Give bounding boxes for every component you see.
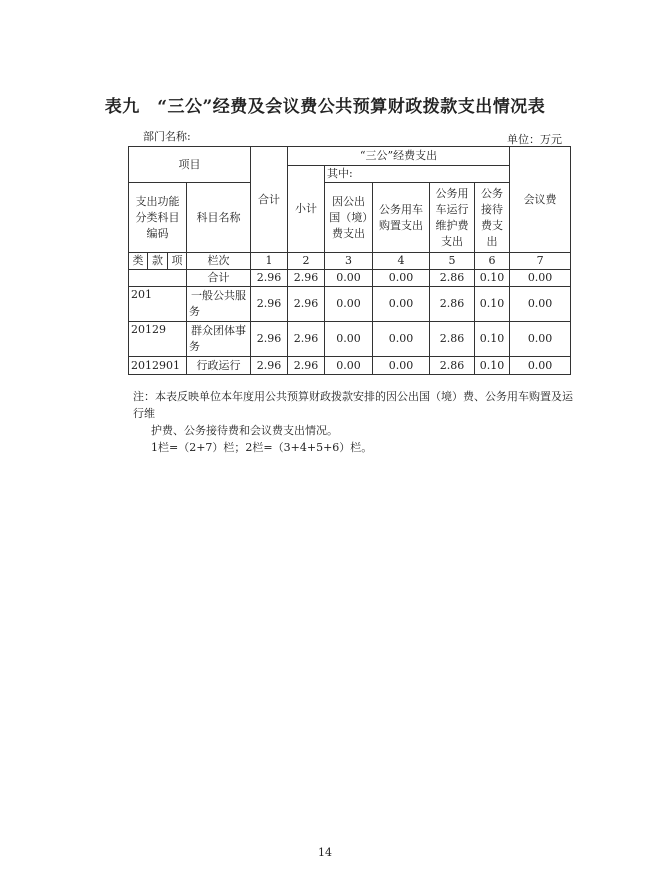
among-header: 其中: <box>325 166 510 183</box>
project-header: 项目 <box>129 147 251 183</box>
row-code: 20129 <box>129 322 187 357</box>
row-value: 2.96 <box>288 287 325 322</box>
row-value: 0.00 <box>325 270 373 287</box>
row-name: 一般公共服务 <box>187 287 251 322</box>
table-row <box>129 287 571 322</box>
dept-name-label: 部门名称: <box>143 130 191 143</box>
row-name: 合计 <box>187 270 251 287</box>
col-num: 6 <box>475 253 510 270</box>
row-value: 0.00 <box>373 357 430 375</box>
row-value: 0.00 <box>325 287 373 322</box>
page-number: 14 <box>318 846 332 859</box>
row-code <box>129 270 187 287</box>
row-value: 2.96 <box>251 322 288 357</box>
row-name: 行政运行 <box>187 357 251 375</box>
row-value: 0.00 <box>510 287 571 322</box>
row-value: 0.10 <box>475 357 510 375</box>
col-num: 4 <box>373 253 430 270</box>
row-value: 2.96 <box>251 270 288 287</box>
note-line: 注：本表反映单位本年度用公共预算财政拨款安排的因公出国（境）费、公务用车购置及运行维 <box>133 390 573 420</box>
xiang-header: 项 <box>168 253 187 270</box>
row-code: 2012901 <box>129 357 187 375</box>
row-value: 0.10 <box>475 322 510 357</box>
row-name: 群众团体事务 <box>187 322 251 357</box>
note-line: 护费、公务接待费和会议费支出情况。 <box>151 424 338 437</box>
footnote <box>133 388 573 456</box>
func-code-header: 支出功能分类科目编码 <box>129 183 187 253</box>
note-line: 1栏=（2+7）栏；2栏=（3+4+5+6）栏。 <box>151 441 373 454</box>
row-value: 2.96 <box>288 322 325 357</box>
subject-name-header: 科目名称 <box>187 183 251 253</box>
meeting-header: 会议费 <box>510 147 571 253</box>
row-value: 0.00 <box>373 287 430 322</box>
page-title: 表九 “三公”经费及会议费公共预算财政拨款支出情况表 <box>104 97 546 117</box>
row-value: 2.86 <box>430 357 475 375</box>
row-value: 2.86 <box>430 322 475 357</box>
row-value: 0.00 <box>510 357 571 375</box>
sangong-header: “三公”经费支出 <box>288 147 510 166</box>
reception-header: 公务接待费支出 <box>475 183 510 253</box>
row-value: 2.86 <box>430 270 475 287</box>
expenditure-table <box>128 146 571 375</box>
row-value: 0.00 <box>325 357 373 375</box>
col-num: 2 <box>288 253 325 270</box>
kuan-header: 款 <box>148 253 168 270</box>
row-value: 0.10 <box>475 270 510 287</box>
row-value: 2.96 <box>288 270 325 287</box>
subtotal-header: 小计 <box>288 166 325 253</box>
row-value: 2.96 <box>251 357 288 375</box>
car-purchase-header: 公务用车购置支出 <box>373 183 430 253</box>
lei-header: 类 <box>129 253 148 270</box>
table-row <box>129 357 571 375</box>
row-value: 0.00 <box>373 270 430 287</box>
row-value: 0.00 <box>373 322 430 357</box>
row-value: 0.00 <box>510 322 571 357</box>
col-num: 1 <box>251 253 288 270</box>
row-value: 2.96 <box>288 357 325 375</box>
abroad-header: 因公出国（境）费支出 <box>325 183 373 253</box>
car-run-header: 公务用车运行维护费支出 <box>430 183 475 253</box>
unit-label: 单位：万元 <box>507 133 562 146</box>
col-num: 3 <box>325 253 373 270</box>
row-value: 2.86 <box>430 287 475 322</box>
table-row <box>129 322 571 357</box>
row-value: 0.10 <box>475 287 510 322</box>
lanci-header: 栏次 <box>187 253 251 270</box>
col-num: 5 <box>430 253 475 270</box>
total-header: 合计 <box>251 147 288 253</box>
row-value: 2.96 <box>251 287 288 322</box>
row-value: 0.00 <box>510 270 571 287</box>
table-row <box>129 270 571 287</box>
col-num: 7 <box>510 253 571 270</box>
row-code: 201 <box>129 287 187 322</box>
row-value: 0.00 <box>325 322 373 357</box>
